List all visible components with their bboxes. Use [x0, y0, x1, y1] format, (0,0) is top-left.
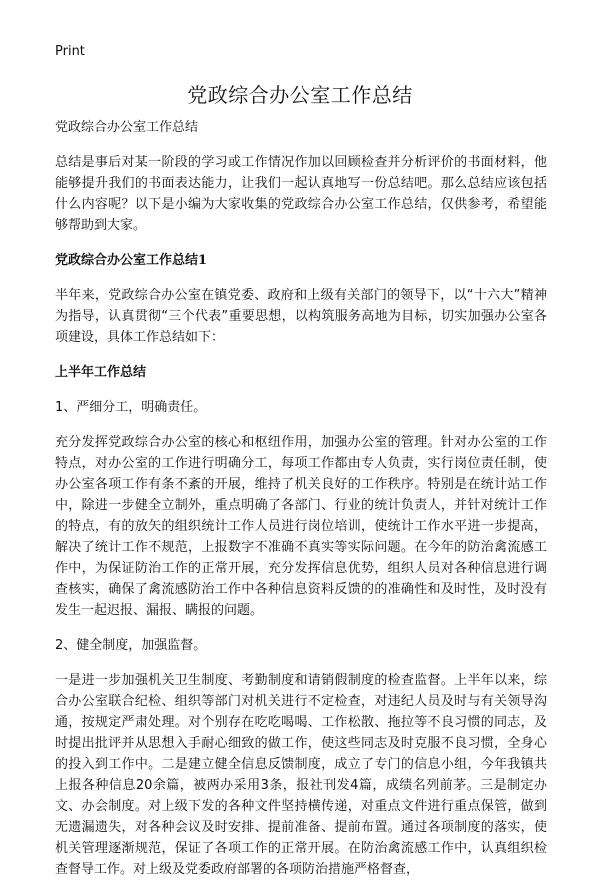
- paragraph: 一是进一步加强机关卫生制度、考勤制度和请销假制度的检查监督。上半年以来，综合办公室联合纪检、组织等部门对机关进行不定检查，对违纪人员及时与有关领导沟通，按规定严肃处理。对个别存在吃吃喝喝、工作松散、拖拉等不良习惯的同志，及时提出批评并从思想入手耐心细致的做工作，使这些同志及时克服不良习惯，全身心的投入到工作中。二是建立健全信息反馈制度，成立了专门的信息小组，今年我镇共上报各种信息20余篇，被两办采用3条，报社刊发4篇，成绩名列前茅。三是制定办文、办会制度。对上级下发的各种文件坚持横传递，对重点文件进行重点保管，做到无遗漏遗失，对各种会议及时安排、提前准备、提前布置。通过各项制度的落实，使机关管理逐渐规范，保证了各项工作的正常开展。在防治禽流感工作中，认真组织检查督导工作。对上级及党委政府部署的各项防治措施严格督查，: [55, 673, 547, 877]
- print-link[interactable]: Print: [55, 44, 85, 59]
- page-title: 党政综合办公室工作总结: [187, 83, 413, 107]
- section-heading: 上半年工作总结: [55, 365, 147, 380]
- section-heading: 党政综合办公室工作总结1: [55, 253, 208, 268]
- paragraph: 1、严细分工，明确责任。: [55, 400, 207, 415]
- document-body: [55, 117, 547, 894]
- paragraph: 总结是事后对某一阶段的学习或工作情况作加以回顾检查并分析评价的书面材料，他能够提升我们的书面表达能力，让我们一起认真地写一份总结吧。那么总结应该包括什么内容呢？以下是小编为大家收集的党政综合办公室工作总结，仅供参考，希望能够帮助到大家。: [55, 155, 547, 233]
- paragraph: 2、健全制度，加强监督。: [55, 638, 207, 653]
- paragraph: 半年来，党政综合办公室在镇党委、政府和上级有关部门的领导下，以“十六大”精神为指导，认真贯彻“三个代表”重要思想，以构筑服务高地为目标，切实加强办公室各项建设，具体工作总结如下：: [55, 288, 547, 345]
- paragraph: 充分发挥党政综合办公室的核心和枢纽作用，加强办公室的管理。针对办公室的工作特点，对办公室的工作进行明确分工，每项工作都由专人负责，实行岗位责任制，使办公室各项工作有条不紊的开展，维持了机关良好的工作秩序。特别是在统计站工作中，除进一步健全立制外，重点明确了各部门、行业的统计负责人，并针对统计工作的特点，有的放矢的组织统计工作人员进行岗位培训，使统计工作水平进一步提高，解决了统计工作不规范，上报数字不准确不真实等实际问题。在今年的防治禽流感工作中，为保证防治工作的正常开展，充分发挥信息优势，组织人员对各种信息进行调查核实，确保了禽流感防治工作中各种信息资料反馈的的准确性和及时性，及时没有发生一起迟报、漏报、瞒报的问题。: [55, 435, 547, 618]
- paragraph: 党政综合办公室工作总结: [55, 120, 199, 135]
